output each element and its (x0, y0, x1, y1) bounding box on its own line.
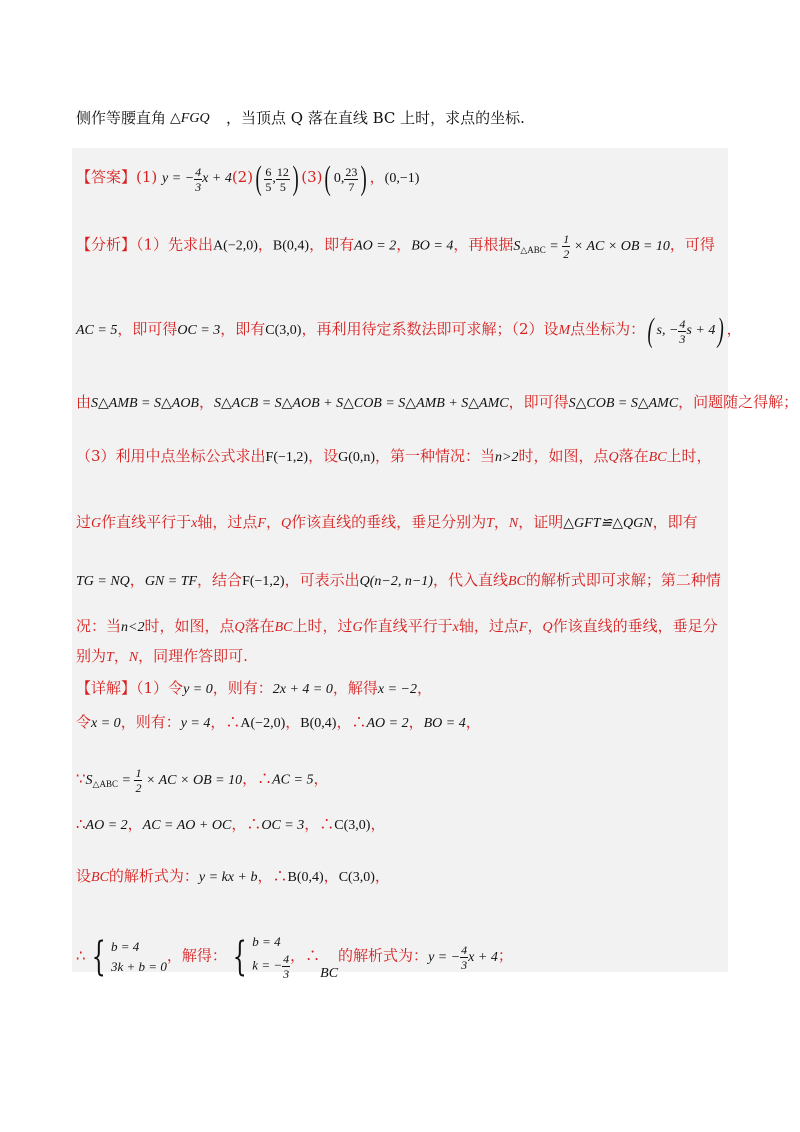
analysis-line-5: 过G作直线平行于x轴，过点F，Q作该直线的垂线，垂足分别为T，N，证明△GFT≌△QGN，即有 (76, 513, 698, 531)
analysis-line-2: AC = 5，即可得OC = 3，即有C(3,0)，再利用待定系数法即可求解；（2）设M点坐标为：( s, − $\frac{4}{3}$ s + 4) ， (76, 312, 742, 349)
point-b: B(0,4) (272, 238, 310, 254)
detail-line-4: ∴AO = 2，AC = AO + OC，∴OC = 3，∴C(3,0)， (76, 815, 386, 833)
analysis-line-7: 况：当n<2时，如图，点Q落在BC上时，过G作直线平行于x轴，过点F，Q作该直线的垂线，垂足分 (76, 617, 718, 635)
answer-part-2: (2) (231, 168, 254, 187)
congruence: △GFT≌△QGN (563, 516, 653, 531)
analysis-line-8: 别为T，N，同理作答即可. (76, 647, 248, 665)
answer-part-3: (3) (301, 168, 323, 187)
analysis-line-4: （3）利用中点坐标公式求出F(−1,2)，设G(0,n)，第一种情况：当n>2时，如图，点Q落在BC上时， (76, 447, 712, 465)
highlight-block (72, 148, 728, 972)
detail-line-1: 【详解】（1）令y = 0，则有：2x + 4 = 0，解得x = −2， (76, 679, 432, 697)
point-m: ( s, − $\frac{4}{3}$ s + 4) (647, 312, 725, 349)
area-formula-2: $S_{\triangle ABC}$ = $\frac{1}{2}$ × AC × OB = 10 (85, 766, 243, 795)
system-2: b = 4 k = − $\frac{4}{3}$ (252, 934, 290, 981)
final-equation: y = − $\frac{4}{3}$ x + 4 (428, 942, 498, 972)
problem-lead: 侧作等腰直角 (76, 109, 167, 127)
analysis-line-1: 【分析】（1）先求出A(−2,0)，B(0,4)，即有AO = 2，BO = 4，再根据$S_{\triangle ABC}$ = $\frac{1}{2}$ × AC × OB = 10，可得 (76, 232, 715, 261)
detail-tag: 【详解】 (76, 679, 137, 697)
triangle-name: △FGQ (170, 111, 210, 126)
detail-line-5: 设BC的解析式为：y = kx + b，∴B(0,4)，C(3,0)， (76, 867, 390, 885)
answer-tag: 【答案】 (76, 168, 137, 187)
answer-point-3b: (0,−1) (384, 171, 420, 187)
detail-line-3: $\because S_{\triangle ABC}$ = $\frac{1}{2}$ × AC × OB = 10，∴AC = 5， (76, 766, 329, 795)
system-1: b = 4 3k + b = 0 (111, 938, 167, 974)
problem-tail-line (76, 108, 525, 128)
answer-part-1: (1) (136, 168, 158, 187)
detail-line-2: 令x = 0，则有：y = 4，∴A(−2,0)，B(0,4)，∴AO = 2，BO = 4， (76, 713, 481, 731)
analysis-line-6: TG = NQ，GN = TF，结合F(−1,2)，可表示出Q(n−2, n−1)，代入直线BC的解析式即可求解；第二种情 (76, 571, 721, 589)
problem-rest: ，当顶点 Q 落在直线 BC 上时，求点的坐标. (226, 109, 525, 127)
detail-line-6: ∴ { b = 4 3k + b = 0 ，解得： { b = 4 k = − $\frac{4}{3}$ ，∴BC的解析式为：y = − $\frac{4}{3}$ x + 4； (76, 933, 513, 981)
answer-line: 【答案】(1) y = − $\frac{4}{3}$ x + 4(2)( $\frac{6}{5}$ , $\frac{12}{5}$ ) (3)( 0, $\frac{23}{7}$ ) ，(0,−1) (76, 160, 420, 197)
answer-eq1: y = − $\frac{4}{3}$ x + 4 (162, 164, 232, 194)
answer-point-2: ( $\frac{6}{5}$ , $\frac{12}{5}$ ) (255, 160, 299, 197)
answer-point-3a: ( 0, $\frac{23}{7}$ ) (325, 160, 368, 197)
area-formula: $S_{\triangle ABC}$ = $\frac{1}{2}$ × AC × OB = 10 (513, 232, 670, 261)
analysis-tag: 【分析】 (76, 235, 137, 254)
analysis-line-3: 由S△AMB = S△AOB，S△ACB = S△AOB + S△COB = S△AMB + S△AMC，即可得S△COB = S△AMC，问题随之得解； (76, 393, 799, 411)
point-a: A(−2,0) (213, 238, 258, 254)
